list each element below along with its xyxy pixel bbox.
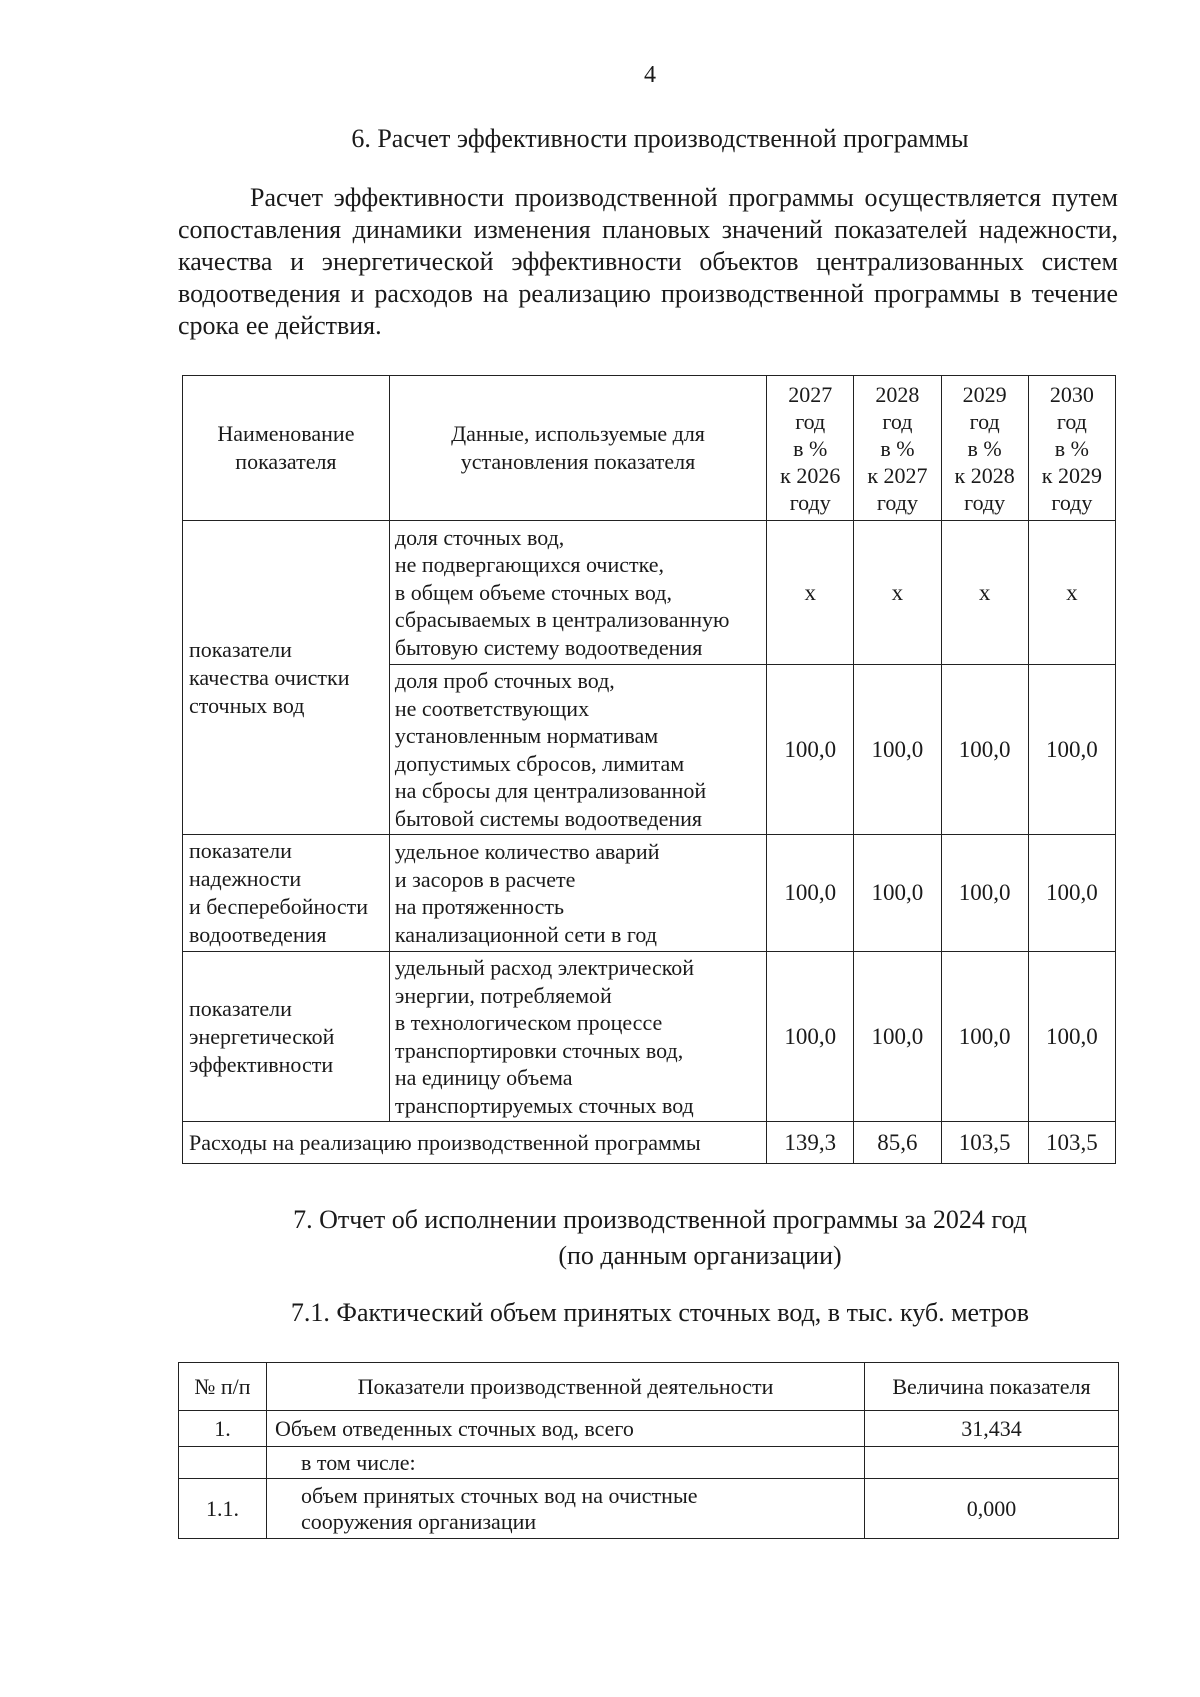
header-year-2028 [854, 376, 941, 521]
year-line: в % [880, 435, 915, 461]
value-cell: 100,0 [767, 952, 854, 1122]
value-cell: 100,0 [941, 665, 1028, 835]
row-label: Объем отведенных сточных вод, всего [267, 1411, 865, 1447]
intro-paragraph: Расчет эффективности производственной программы осуществляется путем сопоставления динамики изменения плановых значений показателей надежности, качества и энергетической эффективности объектов централизованных систем водоотведения и расходов на реализацию производственной программы в течение срока ее действия. [178, 183, 1118, 340]
desc-line: в технологическом процессе [394, 1010, 663, 1035]
year-line: год [795, 408, 826, 434]
value-cell: 100,0 [1028, 835, 1115, 952]
section-7-1-title: 7.1. Фактический объем принятых сточных вод, в тыс. куб. метров [290, 1298, 1030, 1327]
desc-line: установленным нормативам [394, 723, 659, 748]
table-row [183, 521, 1116, 665]
efficiency-table [182, 375, 1116, 1164]
desc-line: транспортируемых сточных вод [394, 1092, 694, 1118]
header-year-2030 [1028, 376, 1115, 521]
year-line: к 2027 [867, 462, 928, 488]
value-cell: 100,0 [854, 835, 941, 952]
table-total-row [183, 1122, 1116, 1164]
desc-line: не соответствующих [394, 695, 590, 721]
row-value [865, 1447, 1119, 1479]
desc-line: на единицу объема [394, 1065, 573, 1090]
header-name-text: Наименование показателя [217, 421, 355, 474]
table-row [183, 835, 1116, 952]
desc-line: бытовой системы водоотведения [394, 805, 703, 831]
group-name-line: качества очистки [189, 664, 350, 690]
value-cell: 100,0 [854, 952, 941, 1122]
row-value: 0,000 [865, 1479, 1119, 1539]
value-cell: 100,0 [854, 665, 941, 835]
total-value-cell: 139,3 [767, 1122, 854, 1164]
year-line: году [964, 489, 1006, 515]
header-year-2027 [767, 376, 854, 521]
row-description [389, 665, 766, 835]
group-name-line: сточных вод [189, 692, 305, 718]
group-name-line: показатели [189, 995, 292, 1021]
row-description [389, 521, 766, 665]
desc-line: в общем объеме сточных вод, [394, 579, 672, 605]
row-label-line: сооружения организации [301, 1508, 537, 1534]
desc-line: доля проб сточных вод, [394, 668, 615, 693]
value-cell: 100,0 [767, 665, 854, 835]
group-name-line: эффективности [189, 1051, 334, 1077]
header-number: № п/п [179, 1363, 267, 1411]
desc-line: и засоров в расчете [394, 866, 576, 892]
group-name-line: показатели [189, 636, 292, 662]
group-name-energy [183, 952, 390, 1122]
header-data-used [389, 376, 766, 521]
year-line: 2030 [1049, 381, 1094, 407]
table-header-row [183, 376, 1116, 521]
row-number: 1.1. [179, 1479, 267, 1539]
row-number [179, 1447, 267, 1479]
year-line: 2027 [788, 381, 833, 407]
year-line: к 2026 [780, 462, 841, 488]
year-line: году [789, 489, 831, 515]
value-cell: 100,0 [941, 952, 1028, 1122]
section-7-title [60, 1202, 1200, 1274]
group-name-line: водоотведения [189, 922, 327, 947]
value-cell: х [941, 521, 1028, 665]
intro-paragraph-block [178, 182, 1118, 342]
year-line: году [1051, 489, 1093, 515]
row-label [267, 1479, 865, 1539]
value-cell: 100,0 [941, 835, 1028, 952]
total-value-cell: 103,5 [1028, 1122, 1115, 1164]
desc-line: канализационной сети в год [394, 921, 657, 947]
row-description [389, 835, 766, 952]
year-line: год [882, 408, 913, 434]
page-number: 4 [644, 62, 656, 88]
group-name-line: показатели [189, 838, 292, 863]
desc-line: удельное количество аварий [394, 839, 660, 864]
group-name-line: энергетической [189, 1023, 335, 1049]
section-6-title: 6. Расчет эффективности производственной программы [351, 124, 969, 153]
year-line: год [1056, 408, 1087, 434]
desc-line: энергии, потребляемой [394, 982, 612, 1008]
row-number: 1. [179, 1411, 267, 1447]
row-label-line: объем принятых сточных вод на очистные [301, 1482, 698, 1508]
year-line: 2028 [875, 381, 920, 407]
table-row [183, 952, 1116, 1122]
year-line: в % [967, 435, 1002, 461]
value-cell: 100,0 [1028, 665, 1115, 835]
desc-line: допустимых сбросов, лимитам [394, 750, 685, 776]
header-data-text: Данные, используемые для установления показателя [451, 421, 705, 474]
desc-line: удельный расход электрической [394, 955, 695, 980]
table2-header-row [179, 1363, 1119, 1411]
desc-line: транспортировки сточных вод, [394, 1037, 684, 1063]
row-description [389, 952, 766, 1122]
section-7-title-line2: (по данным организации) [558, 1241, 842, 1270]
group-name-line: надежности [189, 866, 302, 891]
group-name-quality [183, 521, 390, 835]
header-value: Величина показателя [865, 1363, 1119, 1411]
table-row [179, 1447, 1119, 1479]
volume-table [178, 1362, 1119, 1539]
total-value-cell: 103,5 [941, 1122, 1028, 1164]
value-cell: х [854, 521, 941, 665]
group-name-reliability [183, 835, 390, 952]
total-value-cell: 85,6 [854, 1122, 941, 1164]
year-line: к 2029 [1041, 462, 1102, 488]
section-7-title-line1: 7. Отчет об исполнении производственной программы за 2024 год [293, 1205, 1027, 1234]
desc-line: сбрасываемых в централизованную [394, 607, 730, 633]
desc-line: на протяженность [394, 894, 565, 919]
value-cell: х [767, 521, 854, 665]
desc-line: доля сточных вод, [394, 524, 565, 550]
group-name-line: и бесперебойности [189, 894, 368, 919]
row-value: 31,434 [865, 1411, 1119, 1447]
table-row [179, 1411, 1119, 1447]
value-cell: х [1028, 521, 1115, 665]
header-year-2029 [941, 376, 1028, 521]
year-line: 2029 [962, 381, 1007, 407]
year-line: год [969, 408, 1000, 434]
desc-line: бытовую систему водоотведения [394, 634, 703, 660]
year-line: в % [1054, 435, 1089, 461]
desc-line: на сбросы для централизованной [394, 778, 707, 803]
value-cell: 100,0 [767, 835, 854, 952]
header-indicator-name [183, 376, 390, 521]
header-indicators: Показатели производственной деятельности [267, 1363, 865, 1411]
row-label: в том числе: [267, 1447, 865, 1479]
year-line: году [876, 489, 918, 515]
desc-line: не подвергающихся очистке, [394, 552, 665, 578]
year-line: в % [793, 435, 828, 461]
total-label: Расходы на реализацию производственной программы [183, 1122, 767, 1164]
value-cell: 100,0 [1028, 952, 1115, 1122]
year-line: к 2028 [954, 462, 1015, 488]
table-row [179, 1479, 1119, 1539]
